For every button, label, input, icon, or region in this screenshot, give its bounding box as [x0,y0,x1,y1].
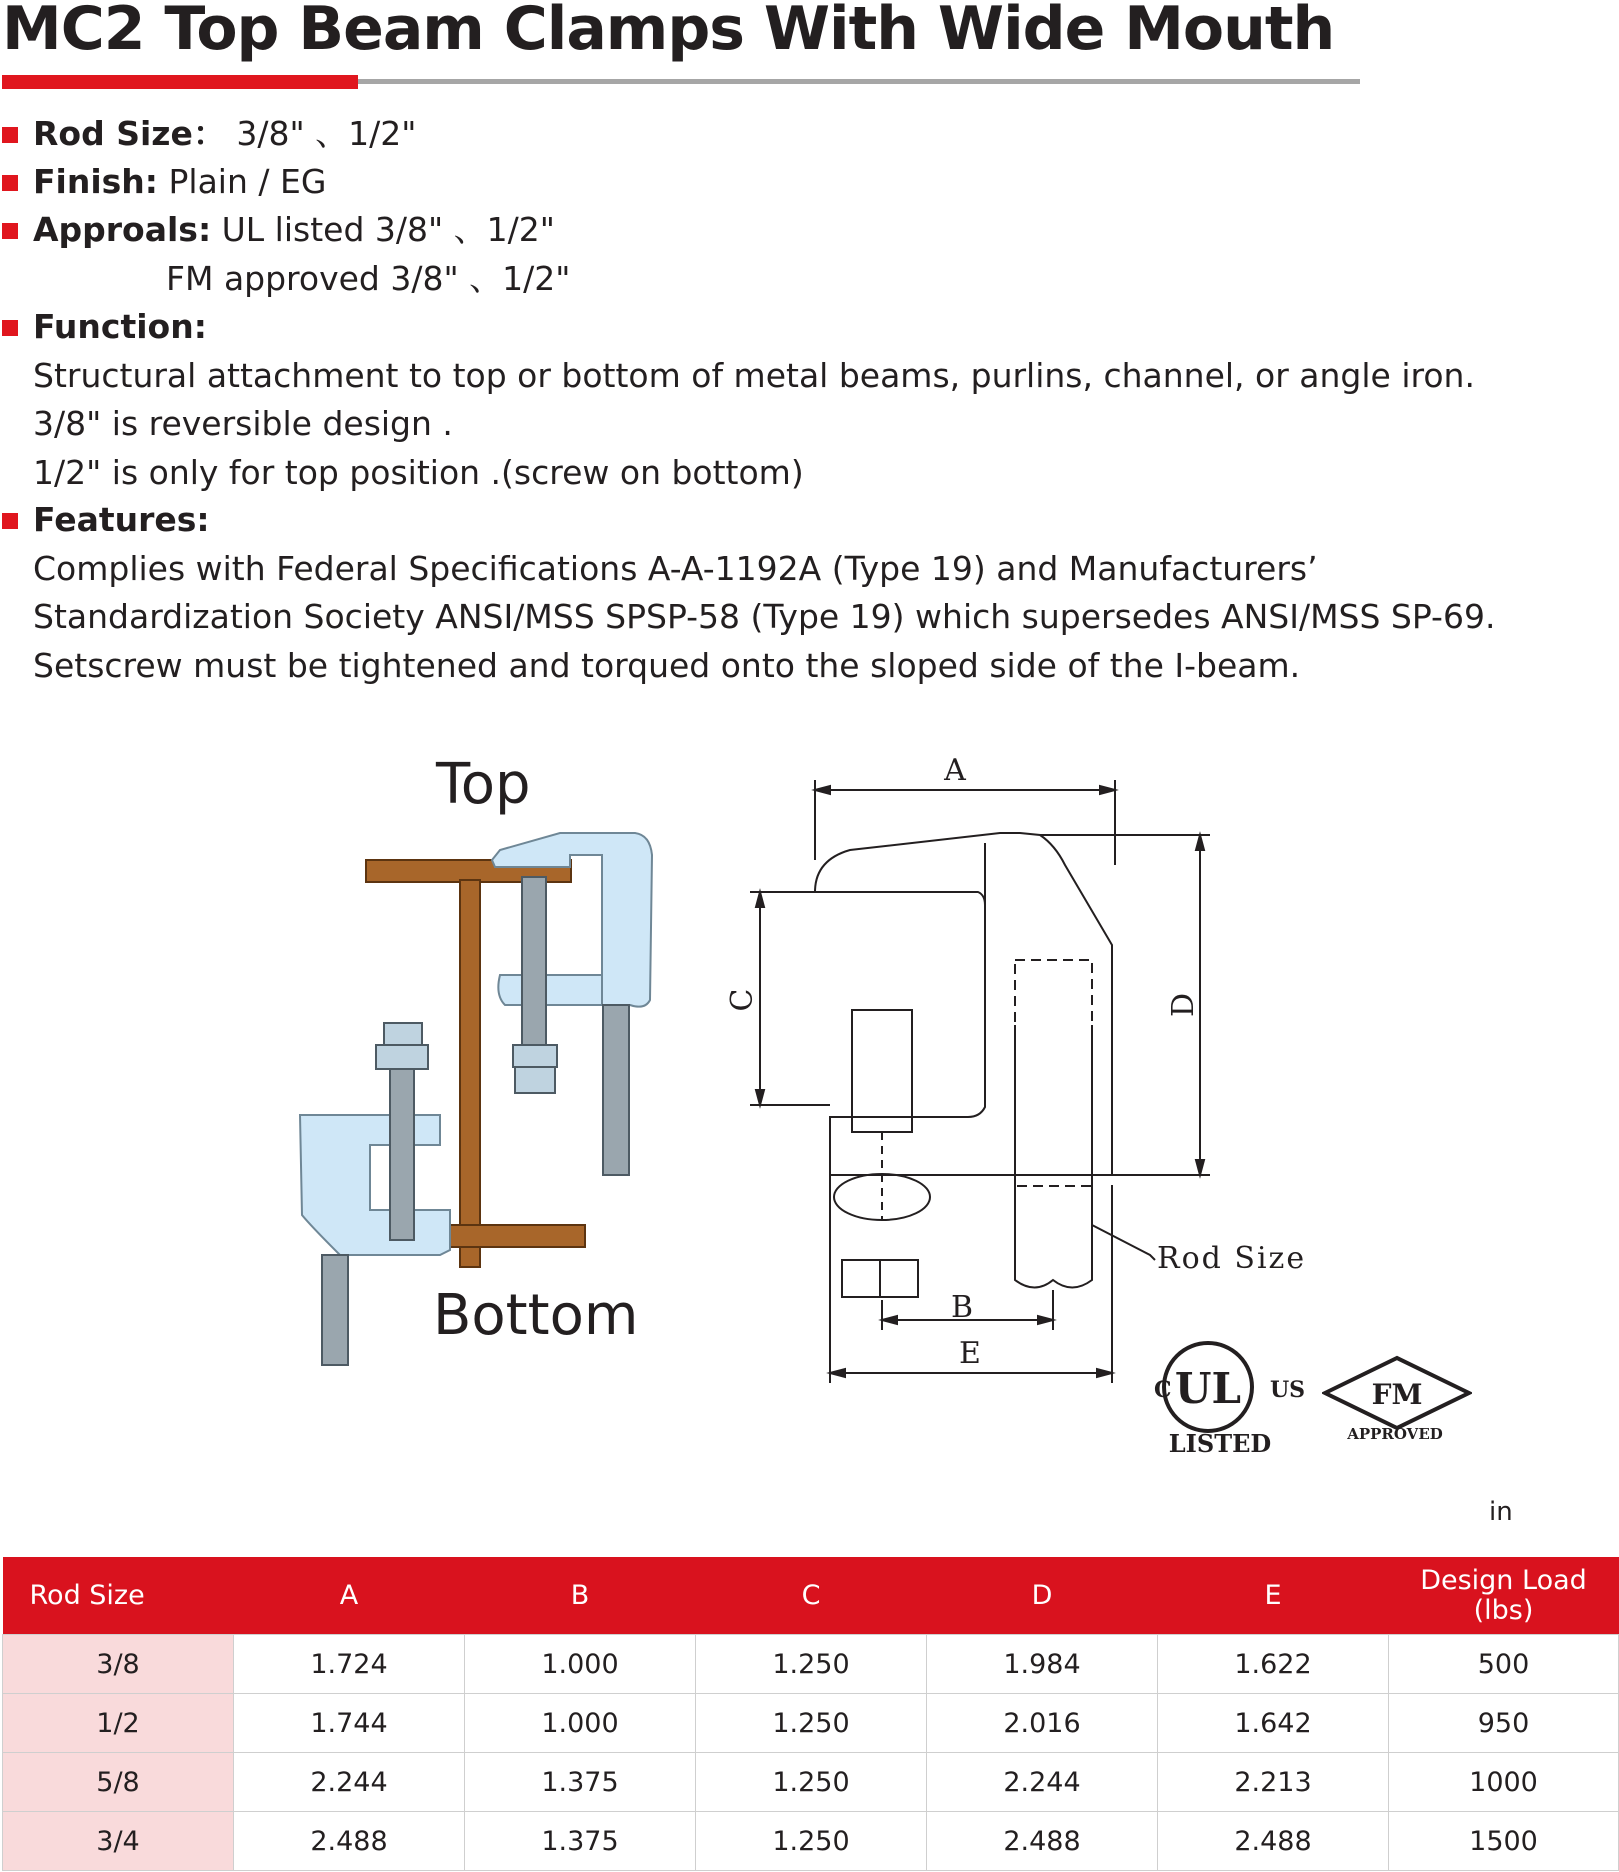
page-title: MC2 Top Beam Clamps With Wide Mouth [2,0,1335,64]
dim-b-label: B [950,1290,974,1325]
table-cell: 1/2 [3,1694,234,1753]
table-row [3,1753,1619,1812]
fm-mark-text: FM [1371,1378,1423,1411]
table-cell: 1.250 [696,1694,927,1753]
features-line: Standardization Society ANSI/MSS SPSP-58 (Type 19) which supersedes ANSI/MSS SP-69. [33,597,1496,636]
header-b: B [465,1557,696,1635]
dim-e-label: E [959,1336,981,1371]
header-design-load-unit: (lbs) [1473,1594,1534,1626]
ul-c-text: C [1154,1377,1172,1403]
table-cell: 1000 [1389,1753,1619,1812]
table-cell: 2.244 [927,1753,1158,1812]
table-cell: 1.250 [696,1812,927,1871]
table-cell: 950 [1389,1694,1619,1753]
fm-approved-logo [1322,1355,1472,1450]
finish-line [33,162,326,202]
ul-listed-logo [1150,1325,1305,1455]
table-cell: 1.642 [1158,1694,1389,1753]
table-row [3,1694,1619,1753]
table-cell: 1.000 [465,1635,696,1694]
approvals-label: Approals: [33,210,212,249]
bullet-icon [2,175,18,191]
approvals-line [33,210,555,250]
clamp-body-outline [815,833,1112,1175]
table-cell: 1.375 [465,1753,696,1812]
header-design-load [1389,1557,1619,1635]
table-cell: 2.016 [927,1694,1158,1753]
top-clamp-shape [492,833,652,1175]
table-header-row [3,1557,1619,1635]
bottom-label: Bottom [433,1283,639,1348]
function-line: Structural attachment to top or bottom of metal beams, purlins, channel, or angle iron. [33,356,1475,395]
approvals-value-2: FM approved 3/8" 、1/2" [166,259,571,298]
table-cell: 5/8 [3,1753,234,1812]
finish-value: Plain / EG [168,162,327,201]
title-rule-accent [2,75,358,89]
fm-approved-text: APPROVED [1347,1425,1443,1443]
table-cell: 1.250 [696,1753,927,1812]
finish-label: Finish: [33,162,158,201]
rod-size-label: Rod Size： [33,114,226,153]
unit-label: in [1489,1497,1513,1527]
header-c: C [696,1557,927,1635]
function-label: Function: [33,307,207,346]
table-cell: 3/8 [3,1635,234,1694]
rod-size-value: 3/8" 、1/2" [236,114,417,153]
rod-size-line [33,114,416,154]
bullet-icon [2,223,18,239]
table-cell: 2.244 [234,1753,465,1812]
dim-a-label: A [944,755,966,788]
dimensions-table [2,1557,1619,1871]
function-line: 1/2" is only for top position .(screw on bottom) [33,453,804,492]
table-cell: 1.375 [465,1812,696,1871]
table-cell: 1.984 [927,1635,1158,1694]
bottom-clamp-shape [300,1023,450,1365]
bullet-icon [2,320,18,336]
table-cell: 2.488 [234,1812,465,1871]
features-line: Complies with Federal Specifications A-A-1192A (Type 19) and Manufacturers’ [33,549,1318,588]
top-label: Top [436,752,531,817]
header-design-load-title: Design Load [1420,1564,1587,1596]
table-cell: 1.250 [696,1635,927,1694]
dim-d-label: D [1166,992,1201,1018]
header-d: D [927,1557,1158,1635]
ul-mark-text: UL [1174,1364,1242,1413]
rod-shape [1015,1025,1092,1288]
table-row [3,1812,1619,1871]
setscrew-shape [852,1010,912,1132]
dim-c-label: C [725,988,760,1012]
header-a: A [234,1557,465,1635]
table-cell: 1.724 [234,1635,465,1694]
header-e: E [1158,1557,1389,1635]
bullet-icon [2,127,18,143]
rod-size-callout: Rod Size [1157,1241,1307,1276]
table-cell: 1500 [1389,1812,1619,1871]
table-cell: 1.000 [465,1694,696,1753]
features-line: Setscrew must be tightened and torqued onto the sloped side of the I-beam. [33,646,1301,685]
table-cell: 2.213 [1158,1753,1389,1812]
table-cell: 3/4 [3,1812,234,1871]
dimension-drawing [700,755,1320,1405]
bullet-icon [2,513,18,529]
table-cell: 1.744 [234,1694,465,1753]
function-line: 3/8" is reversible design . [33,404,453,443]
header-rod-size: Rod Size [3,1557,234,1635]
table-cell: 2.488 [1158,1812,1389,1871]
rod-thread-shape [1015,960,1092,1186]
table-row [3,1635,1619,1694]
table-cell: 2.488 [927,1812,1158,1871]
features-label: Features: [33,500,210,539]
table-cell: 1.622 [1158,1635,1389,1694]
table-cell: 500 [1389,1635,1619,1694]
clamp-illustration [290,755,690,1375]
approvals-value: UL listed 3/8" 、1/2" [221,210,555,249]
ul-listed-text: LISTED [1168,1429,1272,1455]
ul-us-text: US [1270,1377,1305,1403]
